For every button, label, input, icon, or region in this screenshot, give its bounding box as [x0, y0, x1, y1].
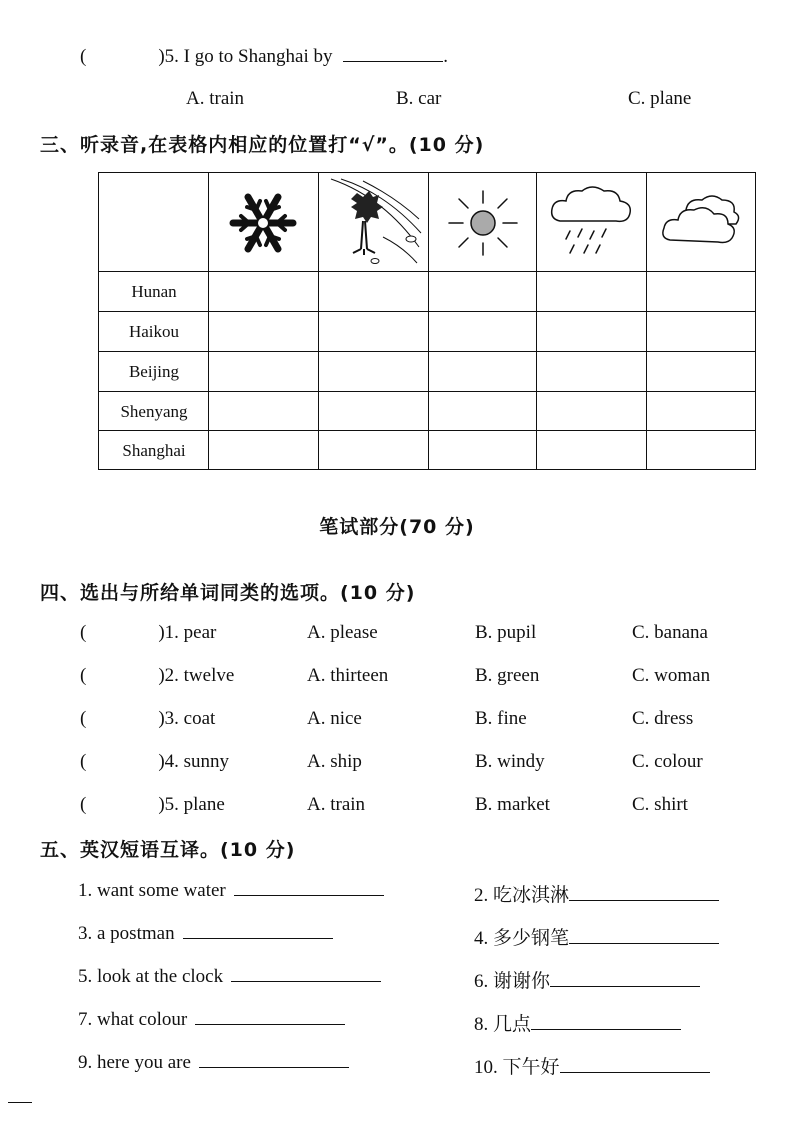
option-a[interactable]: A. train: [186, 88, 245, 109]
windy-tree-icon: [319, 175, 427, 271]
s4-option-b[interactable]: B. green: [475, 665, 540, 686]
s5-left-7: [78, 1009, 345, 1031]
s5-left-9: [78, 1052, 349, 1074]
check-cell[interactable]: [537, 312, 645, 350]
s4-option-a[interactable]: A. train: [307, 794, 366, 815]
paren-close: ): [158, 46, 165, 67]
answer-line[interactable]: [231, 981, 381, 982]
check-cell[interactable]: [319, 272, 427, 310]
row-label-beijing: Beijing: [128, 362, 180, 381]
item-word: )1. pear: [158, 622, 217, 643]
section-5-title: 五、英汉短语互译。(10 分): [40, 839, 296, 861]
s4-option-a[interactable]: A. nice: [307, 708, 362, 729]
item-word: )4. sunny: [158, 751, 230, 772]
check-cell[interactable]: [647, 272, 755, 310]
check-cell[interactable]: [537, 272, 645, 310]
row-label-haikou: Haikou: [128, 322, 180, 341]
s4-option-b[interactable]: B. windy: [475, 751, 545, 772]
item-word: )2. twelve: [158, 665, 235, 686]
check-cell[interactable]: [209, 392, 317, 430]
check-cell[interactable]: [647, 352, 755, 390]
check-cell[interactable]: [537, 352, 645, 390]
check-cell[interactable]: [429, 272, 537, 310]
check-cell[interactable]: [319, 312, 427, 350]
s5-right-10: [474, 1052, 710, 1079]
s4-option-c[interactable]: C. colour: [632, 751, 703, 772]
phrase: 10. 下午好: [474, 1057, 560, 1078]
check-cell[interactable]: [319, 392, 427, 430]
item-word: )3. coat: [158, 708, 216, 729]
check-cell[interactable]: [537, 431, 645, 469]
s4-item-5: [80, 794, 225, 816]
weather-table: [98, 172, 756, 470]
phrase: 5. look at the clock: [78, 966, 224, 987]
check-cell[interactable]: [647, 392, 755, 430]
s4-option-c[interactable]: C. dress: [632, 708, 694, 729]
question-stem: 5. I go to Shanghai by: [164, 46, 333, 67]
s4-option-b[interactable]: B. market: [475, 794, 550, 815]
s5-left-1: [78, 880, 384, 902]
s5-left-5: [78, 966, 381, 988]
written-part-title: 笔试部分(70 分): [319, 516, 475, 538]
s5-right-6: [474, 966, 700, 993]
phrase: 2. 吃冰淇淋: [474, 885, 570, 906]
check-cell[interactable]: [429, 392, 537, 430]
s4-option-c[interactable]: C. banana: [632, 622, 708, 643]
answer-line[interactable]: [569, 943, 719, 944]
s4-option-c[interactable]: C. shirt: [632, 794, 688, 815]
s4-option-b[interactable]: B. fine: [475, 708, 527, 729]
answer-paren[interactable]: (: [80, 751, 87, 772]
answer-paren[interactable]: (: [80, 622, 87, 643]
phrase: 1. want some water: [78, 880, 226, 901]
sun-icon: [429, 175, 537, 271]
check-cell[interactable]: [209, 431, 317, 469]
fill-blank[interactable]: [343, 61, 443, 62]
answer-line[interactable]: [195, 1024, 345, 1025]
s5-right-8: [474, 1009, 681, 1036]
phrase: 8. 几点: [474, 1014, 532, 1035]
row-label-shenyang: Shenyang: [120, 402, 188, 421]
question-5-top: [80, 46, 448, 68]
cloudy-icon: [647, 175, 755, 271]
s4-item-1: [80, 622, 216, 644]
s4-option-b[interactable]: B. pupil: [475, 622, 537, 643]
s4-item-3: [80, 708, 215, 730]
phrase: 3. a postman: [78, 923, 175, 944]
answer-line[interactable]: [531, 1029, 681, 1030]
answer-line[interactable]: [550, 986, 700, 987]
s4-option-a[interactable]: A. please: [307, 622, 378, 643]
answer-paren[interactable]: (: [80, 708, 87, 729]
answer-line[interactable]: [199, 1067, 349, 1068]
page-corner-mark: [8, 1102, 32, 1103]
check-cell[interactable]: [209, 312, 317, 350]
s4-option-a[interactable]: A. thirteen: [307, 665, 389, 686]
answer-line[interactable]: [569, 900, 719, 901]
check-cell[interactable]: [647, 312, 755, 350]
s5-right-4: [474, 923, 719, 950]
check-cell[interactable]: [429, 352, 537, 390]
phrase: 4. 多少钢笔: [474, 928, 570, 949]
section-3-title: 三、听录音,在表格内相应的位置打“√”。(10 分): [40, 134, 485, 156]
answer-paren[interactable]: (: [80, 794, 87, 815]
phrase: 6. 谢谢你: [474, 971, 551, 992]
s4-item-4: [80, 751, 229, 773]
answer-paren-open: (: [80, 46, 87, 67]
phrase: 9. here you are: [78, 1052, 191, 1073]
rain-cloud-icon: [537, 175, 645, 271]
check-cell[interactable]: [429, 312, 537, 350]
option-c[interactable]: C. plane: [628, 88, 692, 109]
question-end: .: [443, 46, 448, 67]
check-cell[interactable]: [429, 431, 537, 469]
check-cell[interactable]: [209, 352, 317, 390]
s4-item-2: [80, 665, 234, 687]
answer-line[interactable]: [234, 895, 384, 896]
answer-line[interactable]: [560, 1072, 710, 1073]
check-cell[interactable]: [319, 352, 427, 390]
s5-right-2: [474, 880, 719, 907]
answer-paren[interactable]: (: [80, 665, 87, 686]
s4-option-a[interactable]: A. ship: [307, 751, 362, 772]
row-label-hunan: Hunan: [131, 282, 177, 301]
item-word: )5. plane: [158, 794, 225, 815]
row-label-shanghai: Shanghai: [122, 441, 186, 460]
check-cell[interactable]: [537, 392, 645, 430]
answer-line[interactable]: [183, 938, 333, 939]
check-cell[interactable]: [319, 431, 427, 469]
snowflake-icon: [209, 175, 317, 271]
check-cell[interactable]: [647, 431, 755, 469]
check-cell[interactable]: [209, 272, 317, 310]
s5-left-3: [78, 923, 333, 945]
option-b[interactable]: B. car: [396, 88, 442, 109]
phrase: 7. what colour: [78, 1009, 188, 1030]
s4-option-c[interactable]: C. woman: [632, 665, 711, 686]
section-4-title: 四、选出与所给单词同类的选项。(10 分): [40, 582, 416, 604]
